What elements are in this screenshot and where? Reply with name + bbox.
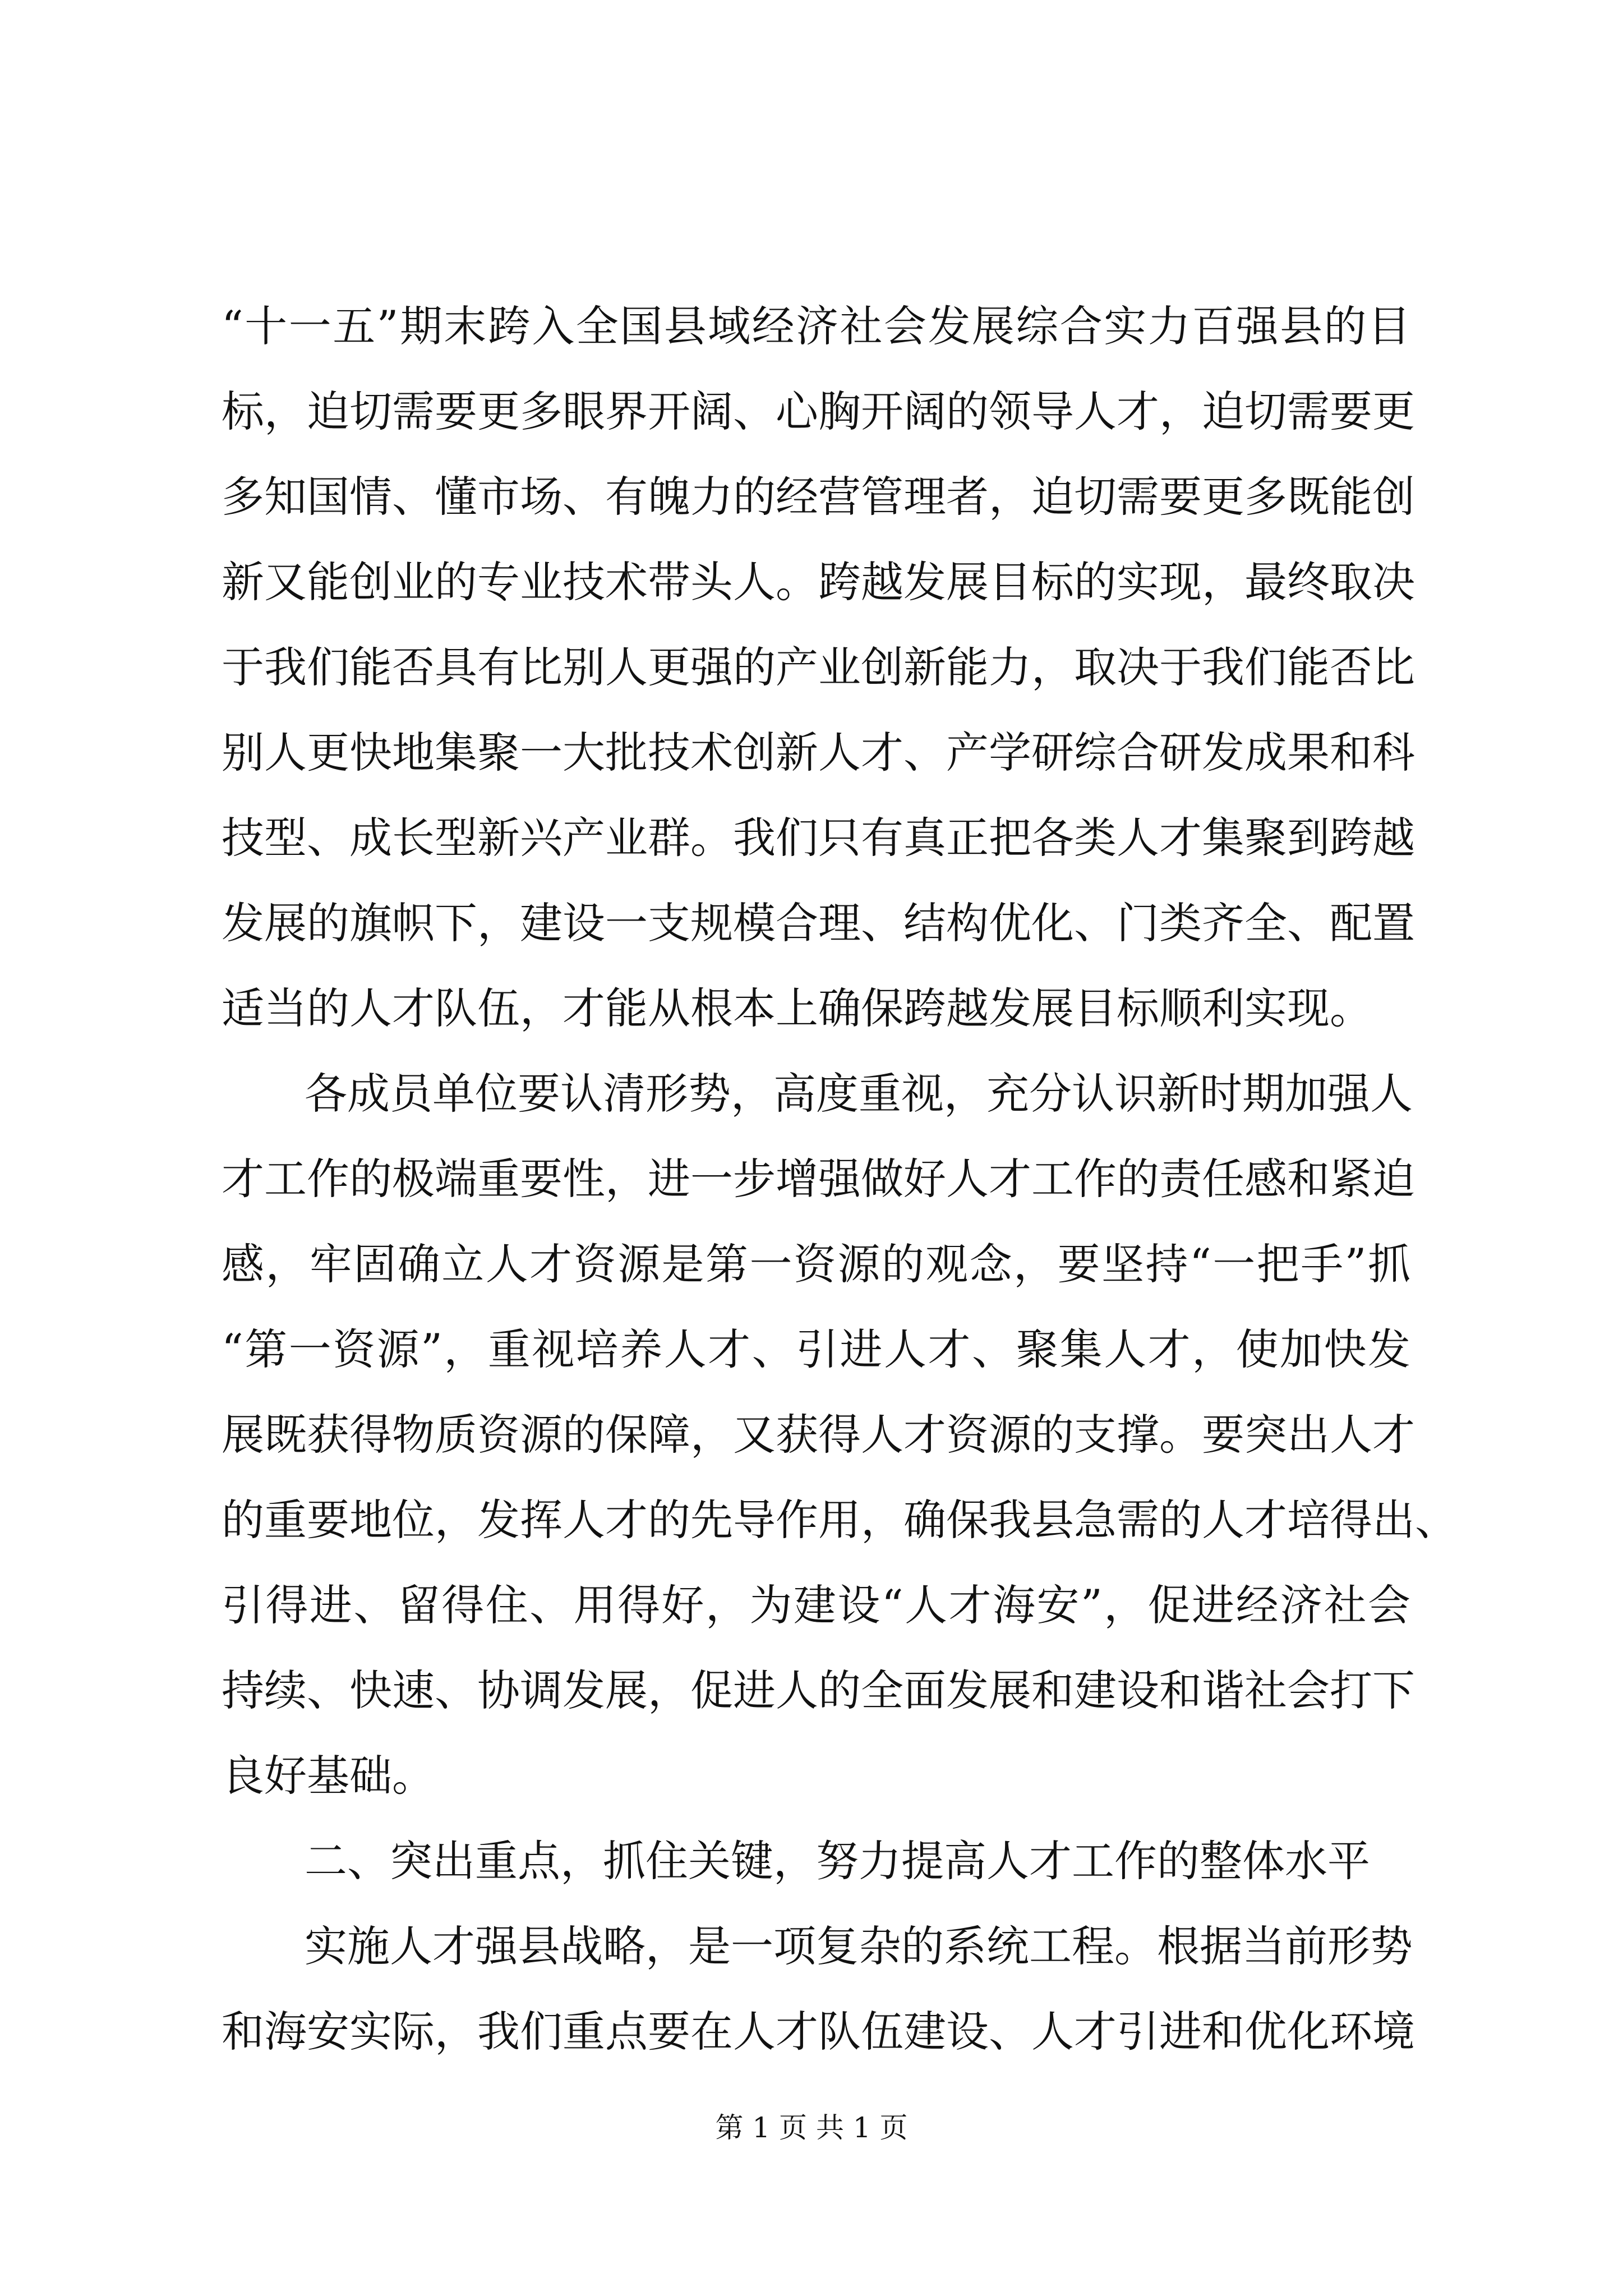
text-line: 标，迫切需要更多眼界开阔、心胸开阔的领导人才，迫切需要更	[222, 386, 1415, 436]
text-line: 引得进、留得住、用得好，为建设“人才海安”，促进经济社会	[222, 1580, 1410, 1630]
text-line: 别人更快地集聚一大批技术创新人才、产学研综合研发成果和科	[222, 728, 1415, 777]
text-line: 感，牢固确立人才资源是第一资源的观念，要坚持“一把手”抓	[222, 1239, 1410, 1289]
section-heading: 二、突出重点，抓住关键，努力提高人才工作的整体水平	[305, 1836, 1370, 1886]
text-line: 技型、成长型新兴产业群。我们只有真正把各类人才集聚到跨越	[222, 813, 1415, 863]
text-line: 持续、快速、协调发展，促进人的全面发展和建设和谐社会打下	[222, 1665, 1415, 1715]
text-line: 新又能创业的专业技术带头人。跨越发展目标的实现，最终取决	[222, 557, 1415, 607]
text-line: 于我们能否具有比别人更强的产业创新能力，取决于我们能否比	[222, 642, 1415, 692]
text-line: 发展的旗帜下，建设一支规模合理、结构优化、门类齐全、配置	[222, 898, 1415, 948]
text-line: 的重要地位，发挥人才的先导作用，确保我县急需的人才培得出、	[222, 1495, 1458, 1545]
paragraph-first-line: 各成员单位要认清形势，高度重视，充分认识新时期加强人	[305, 1069, 1413, 1119]
page-footer: 第 1 页 共 1 页	[715, 2111, 908, 2144]
text-line: 良好基础。	[222, 1751, 435, 1801]
text-line: “第一资源”，重视培养人才、引进人才、聚集人才，使加快发	[222, 1324, 1410, 1374]
text-line: 才工作的极端重要性，进一步增强做好人才工作的责任感和紧迫	[222, 1154, 1415, 1204]
paragraph-first-line: 实施人才强县战略，是一项复杂的系统工程。根据当前形势	[305, 1921, 1413, 1971]
text-line: “十一五”期末跨入全国县域经济社会发展综合实力百强县的目	[222, 301, 1410, 351]
text-line: 适当的人才队伍，才能从根本上确保跨越发展目标顺利实现。	[222, 983, 1372, 1033]
text-line: 和海安实际，我们重点要在人才队伍建设、人才引进和优化环境	[222, 2007, 1415, 2056]
text-line: 展既获得物质资源的保障，又获得人才资源的支撑。要突出人才	[222, 1410, 1415, 1460]
text-line: 多知国情、懂市场、有魄力的经营管理者，迫切需要更多既能创	[222, 472, 1415, 522]
